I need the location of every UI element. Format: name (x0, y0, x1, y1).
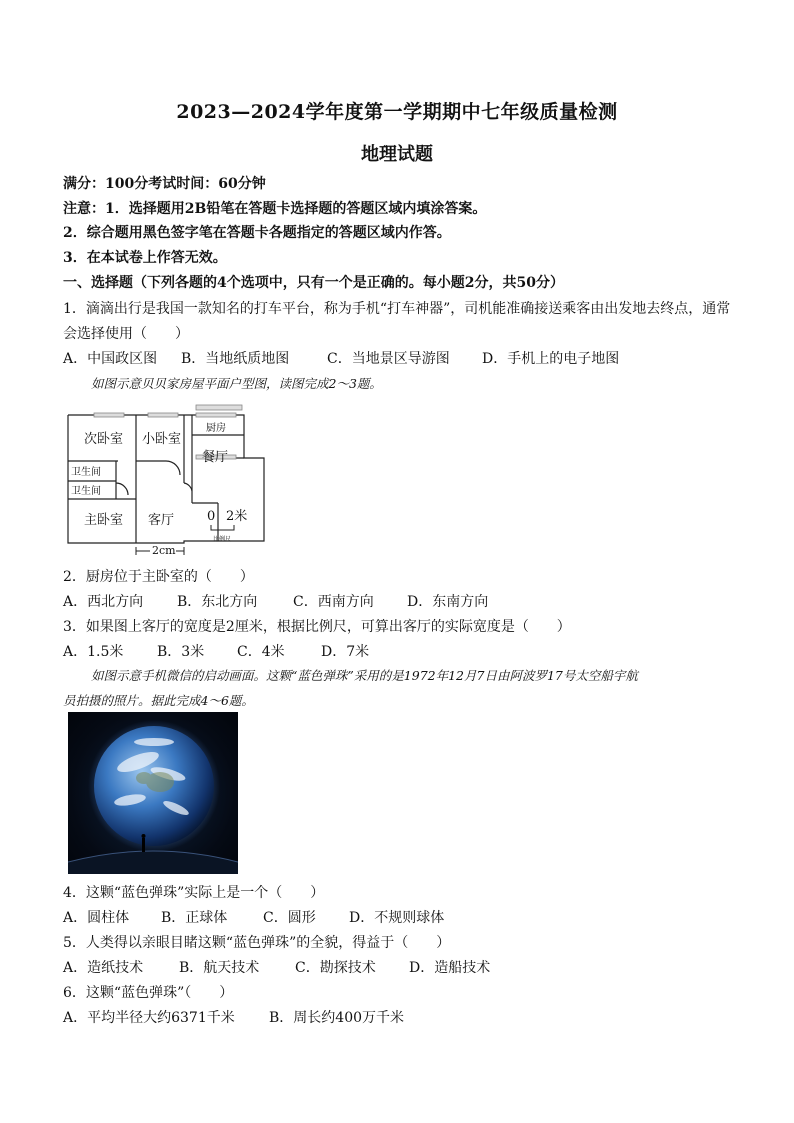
q1-option-c[interactable]: C．当地景区导游图 (327, 351, 450, 367)
intro-q4-6-line2: 员拍摄的照片。据此完成4～6题。 (63, 693, 254, 708)
label-small-bedroom: 小卧室 (142, 432, 182, 447)
label-bathroom-1: 卫生间 (71, 467, 101, 478)
q5-stem: 5．人类得以亲眼目睹这颗“蓝色弹珠”的全貌，得益于（ ） (63, 935, 451, 951)
q4-option-b[interactable]: B．正球体 (161, 910, 228, 926)
q3-option-b[interactable]: B．3米 (157, 644, 205, 660)
q6-option-b[interactable]: B．周长约400万千米 (269, 1010, 405, 1026)
q5-options (63, 957, 490, 977)
q2-option-b[interactable]: B．东北方向 (177, 594, 258, 610)
q4-options (63, 907, 444, 927)
note-2: 2．综合题用黑色签字笔在答题卡各题指定的答题区域内作答。 (63, 225, 451, 241)
q3-option-d[interactable]: D．7米 (321, 644, 370, 660)
q3-option-c[interactable]: C．4米 (237, 644, 285, 660)
scale-bar (211, 525, 234, 530)
intro-q4-6-line1: 如图示意手机微信的启动画面。这颗“蓝色弹珠”采用的是1972年12月7日由阿波罗17号太空船宇航 (91, 668, 638, 683)
q2-option-c[interactable]: C．西南方向 (293, 594, 374, 610)
label-second-bedroom: 次卧室 (84, 432, 124, 447)
note-1: 注意：1．选择题用2B铅笔在答题卡选择题的答题区域内填涂答案。 (63, 201, 487, 217)
q1-option-d[interactable]: D．手机上的电子地图 (482, 351, 620, 367)
q5-option-a[interactable]: A．造纸技术 (63, 960, 144, 976)
q4-option-d[interactable]: D．不规则球体 (349, 910, 445, 926)
q2-stem: 2．厨房位于主卧室的（ ） (63, 569, 254, 585)
q1-stem-line1: 1．滴滴出行是我国一款知名的打车平台，称为手机“打车神器”，司机能准确接送乘客由出发地去终点，通常 (63, 301, 731, 317)
exam-title: 2023—2024学年度第一学期期中七年级质量检测 (176, 101, 618, 123)
section-heading: 一、选择题（下列各题的4个选项中，只有一个是正确的。每小题2分，共50分） (63, 275, 564, 291)
scale-value: 2米 (226, 509, 248, 524)
q6-options (63, 1007, 404, 1027)
q2-option-a[interactable]: A．西北方向 (63, 594, 144, 610)
note-3: 3．在本试卷上作答无效。 (63, 250, 227, 266)
q2-option-d[interactable]: D．东南方向 (407, 594, 489, 610)
score-time: 满分：100分考试时间：60分钟 (63, 176, 266, 192)
q1-option-a[interactable]: A．中国政区图 (63, 351, 158, 367)
q1-option-b[interactable]: B．当地纸质地图 (181, 351, 290, 367)
scale-label: 比例尺 (213, 536, 232, 543)
q5-option-d[interactable]: D．造船技术 (409, 960, 491, 976)
q4-option-a[interactable]: A．圆柱体 (63, 910, 130, 926)
q5-option-c[interactable]: C．勘探技术 (295, 960, 376, 976)
exam-subject: 地理试题 (361, 144, 433, 165)
q6-option-a[interactable]: A．平均半径大约6371千米 (63, 1010, 235, 1026)
label-dining: 餐厅 (202, 450, 229, 465)
q4-option-c[interactable]: C．圆形 (263, 910, 316, 926)
q3-stem: 3．如果图上客厅的宽度是2厘米，根据比例尺，可算出客厅的实际宽度是（ ） (63, 619, 571, 635)
width-label: 2cm (152, 544, 176, 557)
q3-option-a[interactable]: A．1.5米 (63, 644, 124, 660)
label-master-bedroom: 主卧室 (84, 513, 124, 528)
q2-options (63, 591, 488, 611)
q4-stem: 4．这颗“蓝色弹珠”实际上是一个（ ） (63, 885, 325, 901)
q1-options (63, 348, 619, 368)
label-living-room: 客厅 (148, 513, 175, 528)
q1-stem-line2: 会选择使用（ ） (63, 326, 189, 342)
q6-stem: 6．这颗“蓝色弹珠”（ ） (63, 985, 234, 1001)
intro-q2-3: 如图示意贝贝家房屋平面户型图，读图完成2～3题。 (91, 376, 382, 391)
q3-options (63, 641, 369, 661)
earth-illustration (68, 712, 238, 874)
label-kitchen: 厨房 (206, 423, 226, 434)
scale-zero: 0 (207, 509, 216, 524)
label-bathroom-2: 卫生间 (71, 486, 101, 497)
q5-option-b[interactable]: B．航天技术 (179, 960, 260, 976)
floor-plan-diagram (66, 403, 266, 563)
blue-marble-photo (68, 712, 238, 874)
